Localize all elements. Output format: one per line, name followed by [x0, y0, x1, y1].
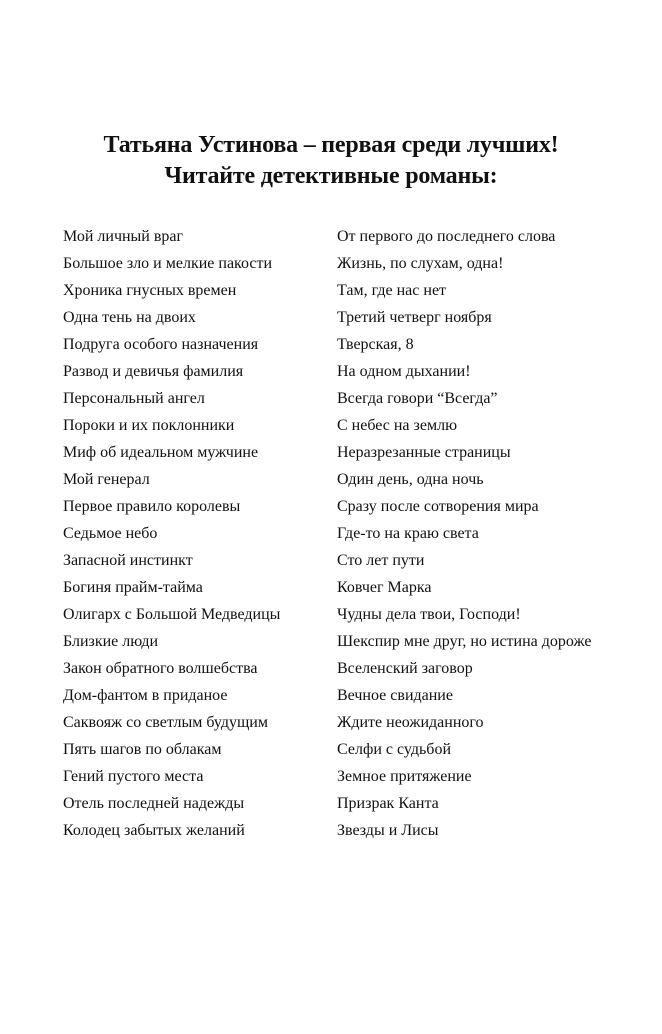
- book-title: Хроника гнусных времен: [63, 282, 237, 299]
- book-title: Дом-фантом в приданое: [63, 687, 228, 704]
- book-title: Там, где нас нет: [337, 282, 447, 299]
- page-heading: [0, 130, 662, 192]
- book-title: Один день, одна ночь: [337, 471, 484, 488]
- book-title: Земное притяжение: [337, 768, 472, 785]
- book-title: Миф об идеальном мужчине: [63, 444, 259, 461]
- book-title: Звезды и Лисы: [337, 822, 439, 839]
- book-title: Ковчег Марка: [337, 579, 432, 596]
- book-title: Подруга особого назначения: [63, 336, 259, 353]
- book-title: Седьмое небо: [63, 525, 158, 542]
- titles-list-right: [337, 223, 637, 844]
- book-title: Запасной инстинкт: [63, 552, 193, 569]
- book-title: Колодец забытых желаний: [63, 822, 245, 839]
- book-title: Жизнь, по слухам, одна!: [337, 255, 504, 272]
- book-title: С небес на землю: [337, 417, 458, 434]
- book-title: Пять шагов по облакам: [63, 741, 222, 758]
- book-title: Гений пустого места: [63, 768, 204, 785]
- book-title: Шекспир мне друг, но истина дороже: [337, 633, 592, 650]
- book-title: Закон обратного волшебства: [63, 660, 258, 677]
- book-title: На одном дыхании!: [337, 363, 471, 380]
- book-title: От первого до последнего слова: [337, 228, 556, 245]
- book-title: Первое правило королевы: [63, 498, 241, 515]
- book-title: Чудны дела твои, Господи!: [337, 606, 521, 623]
- book-title: Всегда говори “Всегда”: [337, 390, 498, 407]
- book-title: Большое зло и мелкие пакости: [63, 255, 273, 272]
- book-title: Богиня прайм-тайма: [63, 579, 203, 596]
- book-title: Призрак Канта: [337, 795, 439, 812]
- book-title: Сто лет пути: [337, 552, 425, 569]
- book-title: Одна тень на двоих: [63, 309, 196, 326]
- book-title: Неразрезанные страницы: [337, 444, 511, 461]
- book-title: Селфи с судьбой: [337, 741, 452, 758]
- book-title: Мой генерал: [63, 471, 150, 488]
- book-title: Близкие люди: [63, 633, 159, 650]
- book-title: Вселенский заговор: [337, 660, 473, 677]
- book-title: Третий четверг ноября: [337, 309, 492, 326]
- book-title: Тверская, 8: [337, 336, 414, 353]
- book-title: Персональный ангел: [63, 390, 205, 407]
- heading-line-author: Татьяна Устинова – первая среди лучших!: [103, 132, 559, 158]
- book-title: Где-то на краю света: [337, 525, 479, 542]
- book-title: Сразу после сотворения мира: [337, 498, 539, 515]
- book-title: Мой личный враг: [63, 228, 184, 245]
- heading-line-call: Читайте детективные романы:: [164, 163, 498, 189]
- book-title: Пороки и их поклонники: [63, 417, 235, 434]
- book-title: Вечное свидание: [337, 687, 453, 704]
- book-title: Ждите неожиданного: [337, 714, 484, 731]
- titles-list-left: [63, 223, 333, 844]
- book-title: Олигарх с Большой Медведицы: [63, 606, 281, 623]
- book-title: Развод и девичья фамилия: [63, 363, 244, 380]
- book-title: Саквояж со светлым будущим: [63, 714, 268, 731]
- book-title: Отель последней надежды: [63, 795, 245, 812]
